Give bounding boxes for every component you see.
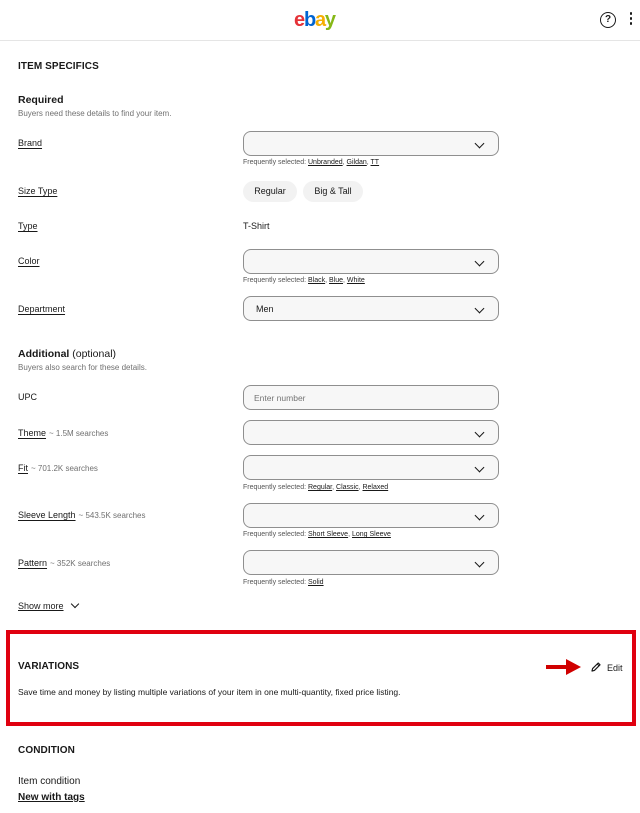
pattern-frequent-hint [243, 579, 324, 586]
item-condition-label: Item condition [18, 776, 81, 787]
theme-searches: ~ 1.5M searches [49, 429, 109, 438]
logo-letter-b: b [303, 9, 315, 31]
chevron-down-icon [475, 558, 485, 568]
type-label[interactable]: Type [18, 221, 38, 231]
fit-select[interactable] [243, 455, 499, 480]
more-options-icon[interactable] [628, 12, 634, 28]
variations-highlight-box [6, 630, 636, 726]
additional-heading-text: Additional [18, 348, 70, 360]
red-arrow-head-icon [566, 659, 581, 675]
fit-option-relaxed[interactable]: Relaxed [362, 484, 389, 491]
show-more-link[interactable]: Show more [18, 601, 64, 611]
pattern-option-solid[interactable]: Solid [308, 579, 324, 586]
chevron-down-icon [475, 428, 485, 438]
theme-label[interactable]: Theme [18, 428, 47, 438]
sleeve-length-select[interactable] [243, 503, 499, 528]
department-label[interactable]: Department [18, 304, 66, 314]
pattern-label-row [18, 558, 110, 568]
chevron-down-icon [475, 304, 485, 314]
hint-prefix: Frequently selected: [243, 277, 307, 284]
sleeve-option-short[interactable]: Short Sleeve [308, 531, 349, 538]
fit-option-classic[interactable]: Classic [336, 484, 359, 491]
pattern-select[interactable] [243, 550, 499, 575]
hint-prefix: Frequently selected: [243, 531, 307, 538]
fit-label-row [18, 463, 98, 473]
logo-letter-a: a [314, 9, 325, 31]
top-header [0, 0, 640, 41]
sleeve-length-frequent-hint: Frequently selected: Short Sleeve, Long Sleeve [243, 531, 391, 538]
size-type-label[interactable]: Size Type [18, 186, 58, 196]
fit-searches: ~ 701.2K searches [31, 464, 98, 473]
size-type-regular-chip[interactable]: Regular [243, 181, 297, 202]
ebay-logo[interactable] [294, 9, 335, 32]
required-subtext: Buyers need these details to find your item. [18, 109, 172, 118]
pattern-searches: ~ 352K searches [50, 559, 111, 568]
optional-suffix: (optional) [69, 348, 117, 360]
color-option-blue[interactable]: Blue [329, 277, 344, 284]
color-option-black[interactable]: Black [308, 277, 326, 284]
brand-option-unbranded[interactable]: Unbranded [308, 159, 343, 166]
sleeve-length-searches: ~ 543.5K searches [78, 511, 146, 520]
color-option-white[interactable]: White [346, 277, 365, 284]
chevron-down-icon [475, 511, 485, 521]
logo-letter-y: y [324, 9, 335, 31]
size-type-big-tall-chip[interactable]: Big & Tall [303, 181, 363, 202]
chevron-down-icon [475, 463, 485, 473]
chevron-down-icon[interactable] [71, 600, 79, 608]
color-label[interactable]: Color [18, 256, 40, 266]
red-arrow-icon [546, 665, 568, 669]
brand-frequent-hint: Frequently selected: Unbranded, Gildan, TT [243, 159, 380, 166]
variations-edit-button[interactable]: Edit [607, 663, 623, 673]
sleeve-length-label-row [18, 510, 145, 520]
chevron-down-icon [475, 139, 485, 149]
brand-option-gildan[interactable]: Gildan [346, 159, 367, 166]
department-select[interactable] [243, 296, 499, 321]
item-condition-value-link[interactable]: New with tags [18, 792, 85, 803]
chevron-down-icon [475, 257, 485, 267]
pattern-label[interactable]: Pattern [18, 558, 48, 568]
type-value: T-Shirt [243, 221, 270, 231]
fit-frequent-hint: Frequently selected: Regular, Classic, Relaxed [243, 484, 389, 491]
department-value: Men [256, 304, 274, 314]
theme-label-row [18, 428, 108, 438]
sleeve-option-long[interactable]: Long Sleeve [351, 531, 391, 538]
hint-prefix: Frequently selected: [243, 159, 307, 166]
color-frequent-hint: Frequently selected: Black, Blue, White [243, 277, 365, 284]
color-select[interactable] [243, 249, 499, 274]
theme-select[interactable] [243, 420, 499, 445]
required-heading: Required [18, 94, 64, 106]
condition-title: CONDITION [18, 745, 76, 756]
variations-title: VARIATIONS [18, 661, 80, 672]
additional-subtext: Buyers also search for these details. [18, 363, 147, 372]
hint-prefix: Frequently selected: [243, 484, 307, 491]
logo-letter-e: e [294, 9, 304, 31]
additional-heading [18, 348, 116, 360]
fit-option-regular[interactable]: Regular [308, 484, 333, 491]
hint-prefix: Frequently selected: [243, 579, 307, 586]
item-specifics-title: ITEM SPECIFICS [18, 61, 99, 72]
upc-label: UPC [18, 392, 38, 402]
sleeve-length-label[interactable]: Sleeve Length [18, 510, 76, 520]
pencil-icon[interactable] [590, 661, 602, 673]
help-icon[interactable]: ? [600, 12, 616, 28]
variations-description: Save time and money by listing multiple variations of your item in one multi-quantity, fixed price listing. [18, 687, 401, 697]
brand-label[interactable]: Brand [18, 138, 43, 148]
upc-input[interactable] [243, 385, 499, 410]
fit-label[interactable]: Fit [18, 463, 28, 473]
brand-option-tt[interactable]: TT [370, 159, 380, 166]
brand-select[interactable] [243, 131, 499, 156]
